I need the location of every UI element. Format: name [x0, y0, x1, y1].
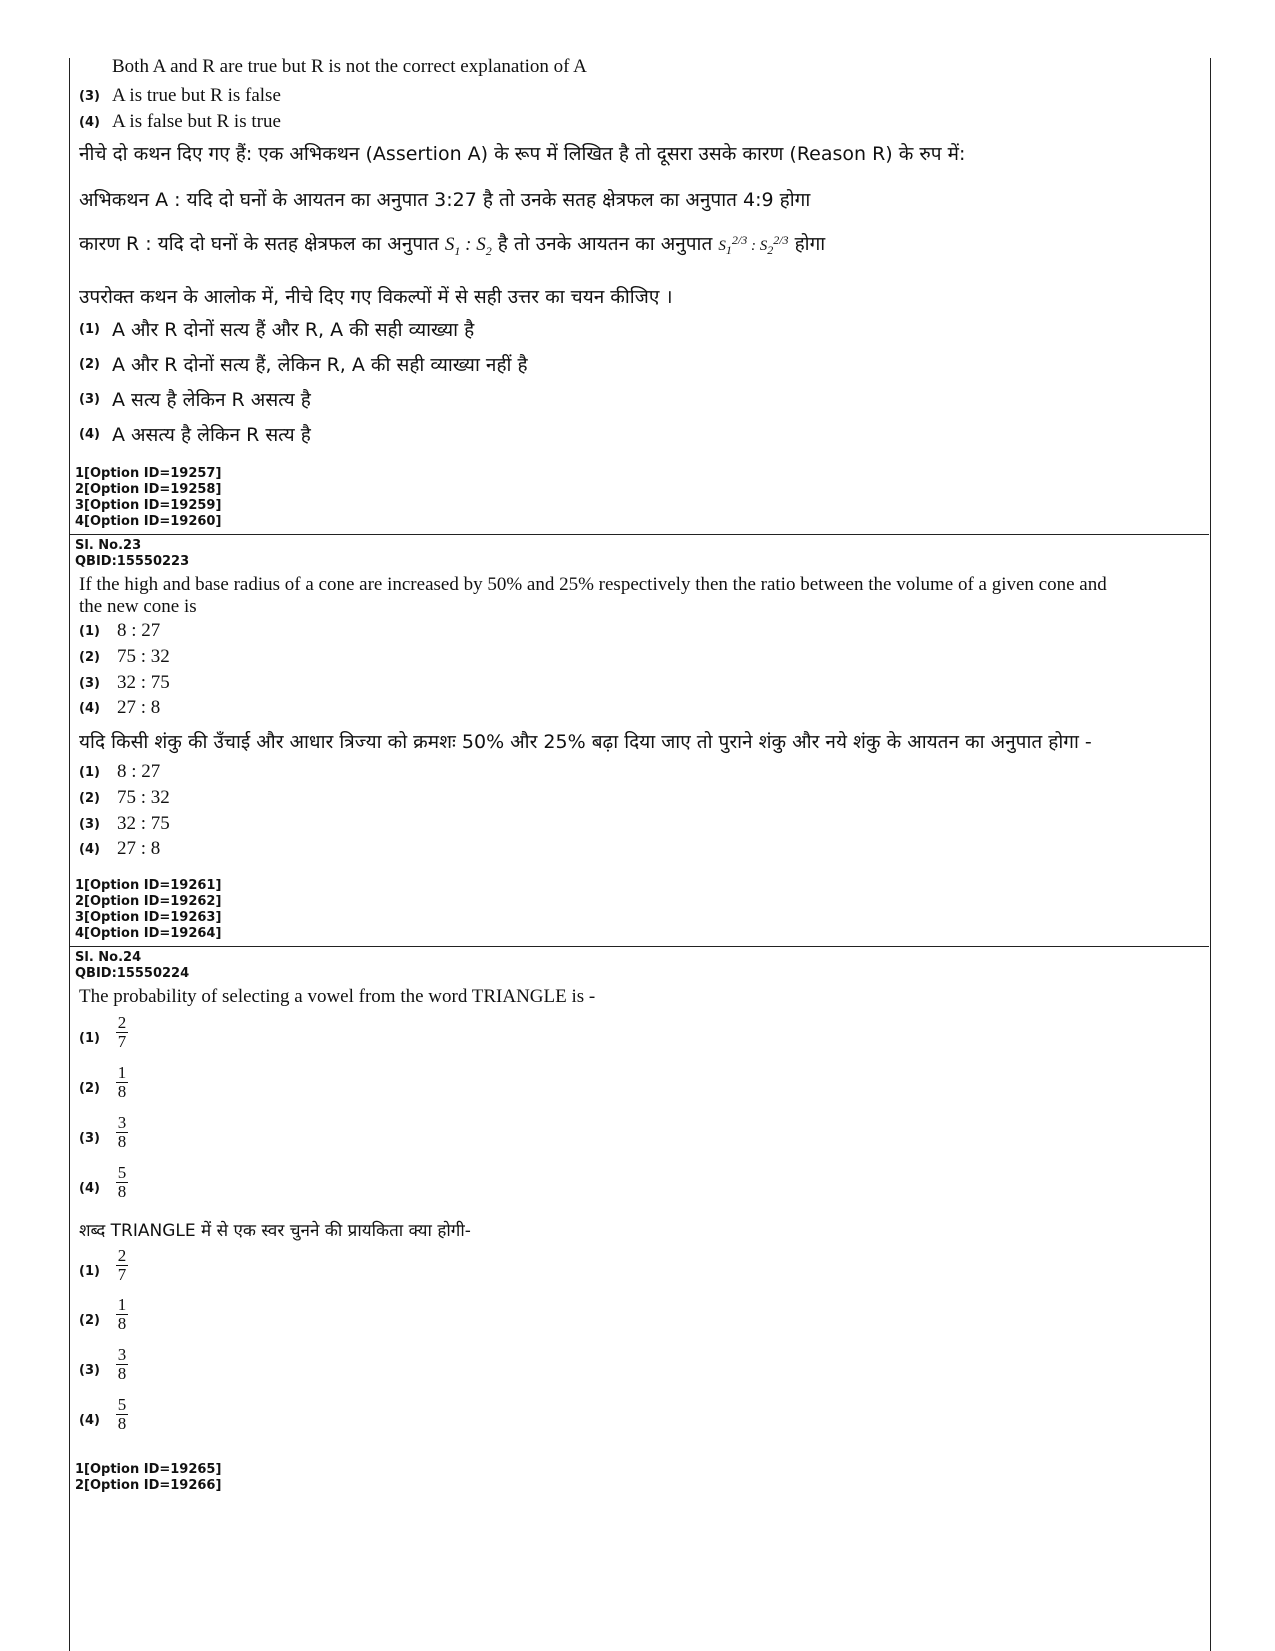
- q24-hi-option-3-fraction: 3 8: [117, 1345, 127, 1383]
- q22-hi-option-3: A सत्य है लेकिन R असत्य है: [112, 389, 311, 411]
- q24-option-ids: [75, 1462, 221, 1494]
- q24-hi-option-2-label: (2): [79, 1313, 100, 1328]
- q22-assertion-hi: अभिकथन A : यदि दो घनों के आयतन का अनुपात 3:27 है तो उनके सतह क्षेत्रफल का अनुपात 4:9 होगा: [79, 189, 811, 211]
- q22-hi-option-2: A और R दोनों सत्य हैं, लेकिन R, A की सही व्याख्या नहीं है: [112, 354, 528, 376]
- q22-hi-option-1: A और R दोनों सत्य हैं और R, A की सही व्याख्या है: [112, 319, 475, 341]
- q22-reason-mid: है तो उनके आयतन का अनुपात: [491, 233, 719, 255]
- q22-reason-prefix: कारण R : यदि दो घनों के सतह क्षेत्रफल का अनुपात: [79, 233, 445, 255]
- q24-hi-option-1-label: (1): [79, 1264, 100, 1279]
- q24-qbid: QBID:15550224: [75, 966, 190, 981]
- q22-hi-option-4-label: (4): [79, 427, 100, 442]
- q23-hi-option-4: 27 : 8: [117, 838, 161, 859]
- q24-option-2-label: (2): [79, 1081, 100, 1096]
- q24-serial: Sl. No.24: [75, 950, 142, 965]
- q24-option-1-fraction: 2 7: [117, 1013, 127, 1051]
- q24-hi-option-3-label: (3): [79, 1363, 100, 1378]
- q22-hi-option-4: A असत्य है लेकिन R सत्य है: [112, 424, 311, 446]
- q23-option-ids: [75, 878, 221, 942]
- q23-question-en-line2: the new cone is: [79, 596, 197, 617]
- q23-option-4-label: (4): [79, 701, 100, 716]
- q24-question-hi: शब्द TRIANGLE में से एक स्वर चुनने की प्रायकिता क्या होगी-: [79, 1221, 471, 1241]
- q24-option-4-fraction: 5 8: [117, 1163, 127, 1201]
- q23-option-id-2: 2[Option ID=19262]: [75, 894, 222, 909]
- q22-option-2-en: Both A and R are true but R is not the correct explanation of A: [112, 56, 587, 77]
- divider: [69, 534, 1209, 535]
- q24-question-en: The probability of selecting a vowel from the word TRIANGLE is -: [79, 986, 596, 1007]
- q23-hi-option-1-label: (1): [79, 765, 100, 780]
- q22-option-3-en: A is true but R is false: [112, 85, 281, 106]
- q24-option-id-1: 1[Option ID=19265]: [75, 1462, 222, 1477]
- q24-option-4-label: (4): [79, 1181, 100, 1196]
- q23-question-hi: यदि किसी शंकु की उँचाई और आधार त्रिज्या को क्रमशः 50% और 25% बढ़ा दिया जाए तो पुराने शंकु और नये शंकु के आयतन का अनुपात होगा -: [79, 731, 1092, 753]
- q23-option-3-label: (3): [79, 676, 100, 691]
- q23-option-id-3: 3[Option ID=19263]: [75, 910, 222, 925]
- q24-option-id-2: 2[Option ID=19266]: [75, 1478, 222, 1493]
- q24-hi-option-1-fraction: 2 7: [117, 1246, 127, 1284]
- q23-question-en-line1: If the high and base radius of a cone are increased by 50% and 25% respectively then the ratio between the volume of a given cone and: [79, 574, 1107, 595]
- q23-option-1: 8 : 27: [117, 620, 161, 641]
- q22-reason-suffix: होगा: [788, 233, 826, 255]
- q23-hi-option-4-label: (4): [79, 842, 100, 857]
- q22-reason-ratio-power: $S_1^{2/3}$ : $S_2^{2/3}$: [718, 233, 789, 257]
- q22-hi-option-2-label: (2): [79, 357, 100, 372]
- q23-hi-option-3: 32 : 75: [117, 813, 170, 834]
- q22-option-id-1: 1[Option ID=19257]: [75, 466, 222, 481]
- q23-qbid: QBID:15550223: [75, 554, 190, 569]
- q24-option-2-fraction: 1 8: [117, 1063, 127, 1101]
- q24-option-1-label: (1): [79, 1031, 100, 1046]
- q23-option-id-4: 4[Option ID=19264]: [75, 926, 222, 941]
- q23-option-4: 27 : 8: [117, 697, 161, 718]
- q22-option-4-en: A is false but R is true: [112, 111, 281, 132]
- q23-option-id-1: 1[Option ID=19261]: [75, 878, 222, 893]
- q24-option-3-label: (3): [79, 1131, 100, 1146]
- divider: [69, 946, 1209, 947]
- q22-reason-ratio-s: $S_1$ : $S_2$: [444, 234, 492, 258]
- q22-option-3-label: (3): [79, 89, 100, 104]
- q22-hi-option-1-label: (1): [79, 322, 100, 337]
- q24-hi-option-4-label: (4): [79, 1413, 100, 1428]
- q22-reason-hi: [79, 230, 825, 259]
- q23-hi-option-3-label: (3): [79, 817, 100, 832]
- q22-intro-hi: नीचे दो कथन दिए गए हैं: एक अभिकथन (Assertion A) के रूप में लिखित है तो दूसरा उसके कारण (Reason R) के रुप में:: [79, 143, 966, 165]
- q23-option-1-label: (1): [79, 624, 100, 639]
- q22-hi-option-3-label: (3): [79, 392, 100, 407]
- q22-instruction-hi: उपरोक्त कथन के आलोक में, नीचे दिए गए विकल्पों में से सही उत्तर का चयन कीजिए ।: [79, 286, 673, 308]
- q24-option-3-fraction: 3 8: [117, 1113, 127, 1151]
- q23-option-2-label: (2): [79, 650, 100, 665]
- q22-option-ids: [75, 466, 221, 530]
- q23-option-2: 75 : 32: [117, 646, 170, 667]
- q23-hi-option-1: 8 : 27: [117, 761, 161, 782]
- q24-hi-option-4-fraction: 5 8: [117, 1395, 127, 1433]
- q23-option-3: 32 : 75: [117, 672, 170, 693]
- q24-hi-option-2-fraction: 1 8: [117, 1295, 127, 1333]
- q22-option-id-4: 4[Option ID=19260]: [75, 514, 222, 529]
- q22-option-id-3: 3[Option ID=19259]: [75, 498, 222, 513]
- q23-hi-option-2: 75 : 32: [117, 787, 170, 808]
- q23-hi-option-2-label: (2): [79, 791, 100, 806]
- q22-option-id-2: 2[Option ID=19258]: [75, 482, 222, 497]
- q23-serial: Sl. No.23: [75, 538, 142, 553]
- q22-option-4-label: (4): [79, 115, 100, 130]
